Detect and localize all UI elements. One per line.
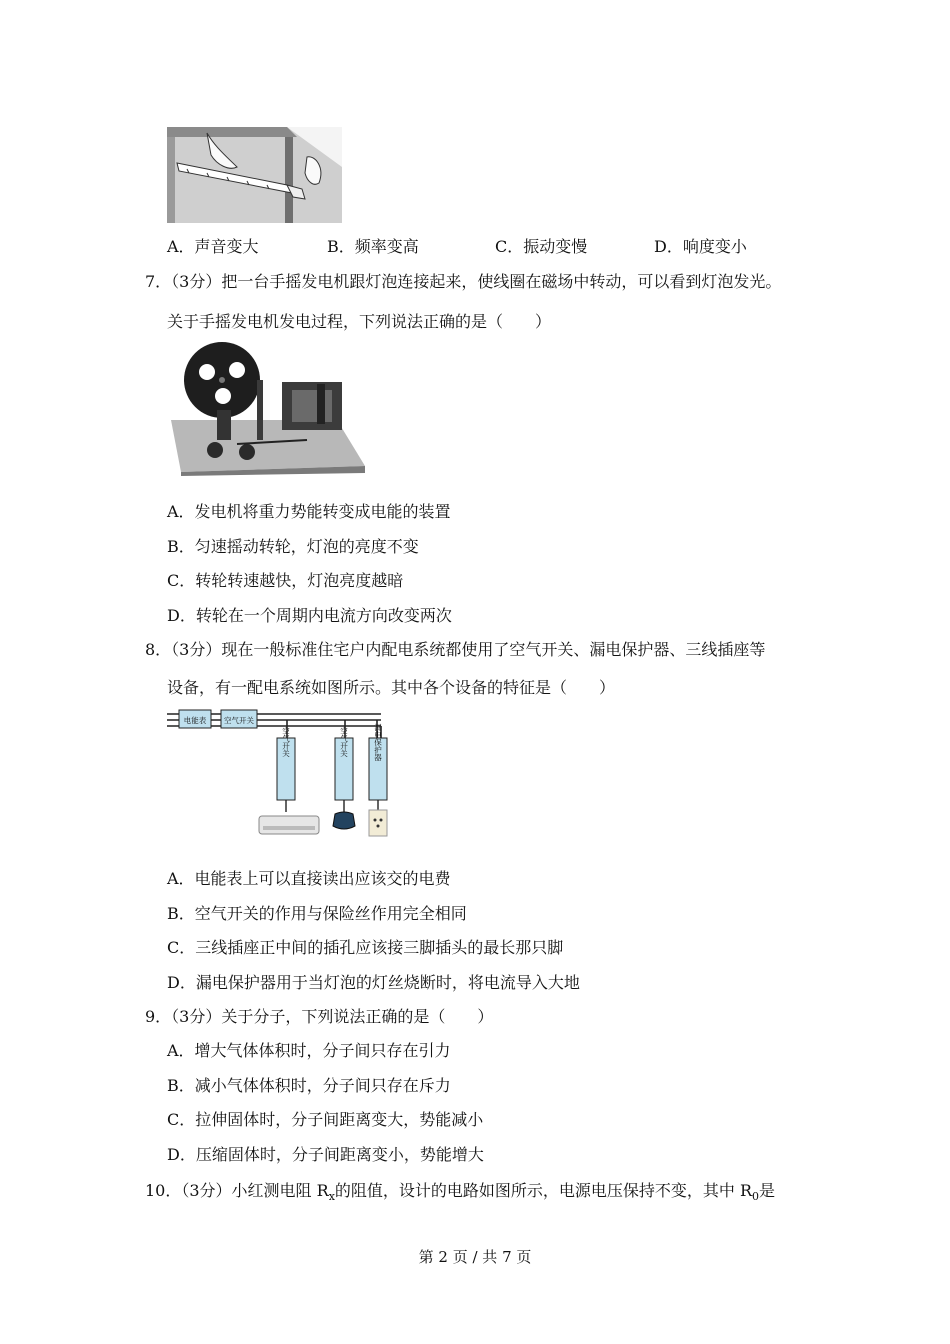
q7-option-b: B．匀速摇动转轮，灯泡的亮度不变 bbox=[167, 537, 419, 556]
q6-option-d: D．响度变小 bbox=[654, 237, 747, 256]
q7-option-d: D．转轮在一个周期内电流方向改变两次 bbox=[167, 606, 452, 625]
q8-stem-line2: 设备，有一配电系统如图所示。其中各个设备的特征是（ ） bbox=[167, 678, 616, 697]
branch2-switch-label: 空气开关 bbox=[339, 727, 349, 757]
main-switch-label: 空气开关 bbox=[224, 716, 254, 725]
q8-option-d: D．漏电保护器用于当灯泡的灯丝烧断时，将电流导入大地 bbox=[167, 973, 580, 992]
branch1-switch-label: 空气开关 bbox=[281, 727, 291, 757]
q10-suffix: 是 bbox=[759, 1181, 776, 1200]
q6-option-b: B．频率变高 bbox=[327, 237, 419, 256]
q10-middle: 的阻值，设计的电路如图所示，电源电压保持不变，其中 R bbox=[334, 1181, 753, 1200]
q10-prefix: 10．（3分）小红测电阻 R bbox=[145, 1181, 329, 1200]
q6-options bbox=[167, 234, 807, 256]
meter-label: 电能表 bbox=[183, 716, 207, 725]
q8-option-a: A．电能表上可以直接读出应该交的电费 bbox=[167, 869, 451, 888]
page-footer: 第 2 页 / 共 7 页 bbox=[418, 1248, 532, 1266]
q9-option-d: D．压缩固体时，分子间距离变小，势能增大 bbox=[167, 1145, 484, 1164]
q8-option-c: C．三线插座正中间的插孔应该接三脚插头的最长那只脚 bbox=[167, 938, 564, 957]
q6-option-c: C．振动变慢 bbox=[495, 237, 588, 256]
hand-generator-figure bbox=[167, 340, 367, 476]
q8-stem-line1: 8．（3分）现在一般标准住宅户内配电系统都使用了空气开关、漏电保护器、三线插座等 bbox=[145, 640, 766, 659]
q10-stem bbox=[145, 1178, 775, 1203]
leakage-protector-label: 漏电保护器 bbox=[373, 723, 383, 761]
q7-stem-line1: 7．（3分）把一台手摇发电机跟灯泡连接起来，使线圈在磁场中转动，可以看到灯泡发光。 bbox=[145, 272, 782, 291]
q6-option-a: A．声音变大 bbox=[167, 237, 259, 256]
q9-option-a: A．增大气体体积时，分子间只存在引力 bbox=[167, 1041, 451, 1060]
ruler-table-figure bbox=[167, 127, 342, 223]
distribution-diagram bbox=[167, 706, 407, 840]
q8-option-b: B．空气开关的作用与保险丝作用完全相同 bbox=[167, 904, 467, 923]
q10-r0-subscript: 0 bbox=[752, 1190, 760, 1204]
q9-option-c: C．拉伸固体时，分子间距离变大，势能减小 bbox=[167, 1110, 484, 1129]
q7-stem-line2: 关于手摇发电机发电过程，下列说法正确的是（ ） bbox=[167, 312, 552, 331]
q7-option-a: A．发电机将重力势能转变成电能的装置 bbox=[167, 502, 451, 521]
q10-rx-subscript: x bbox=[328, 1190, 335, 1204]
q7-option-c: C．转轮转速越快，灯泡亮度越暗 bbox=[167, 571, 404, 590]
q9-stem: 9．（3分）关于分子，下列说法正确的是（ ） bbox=[145, 1007, 494, 1026]
q9-option-b: B．减小气体体积时，分子间只存在斥力 bbox=[167, 1076, 451, 1095]
